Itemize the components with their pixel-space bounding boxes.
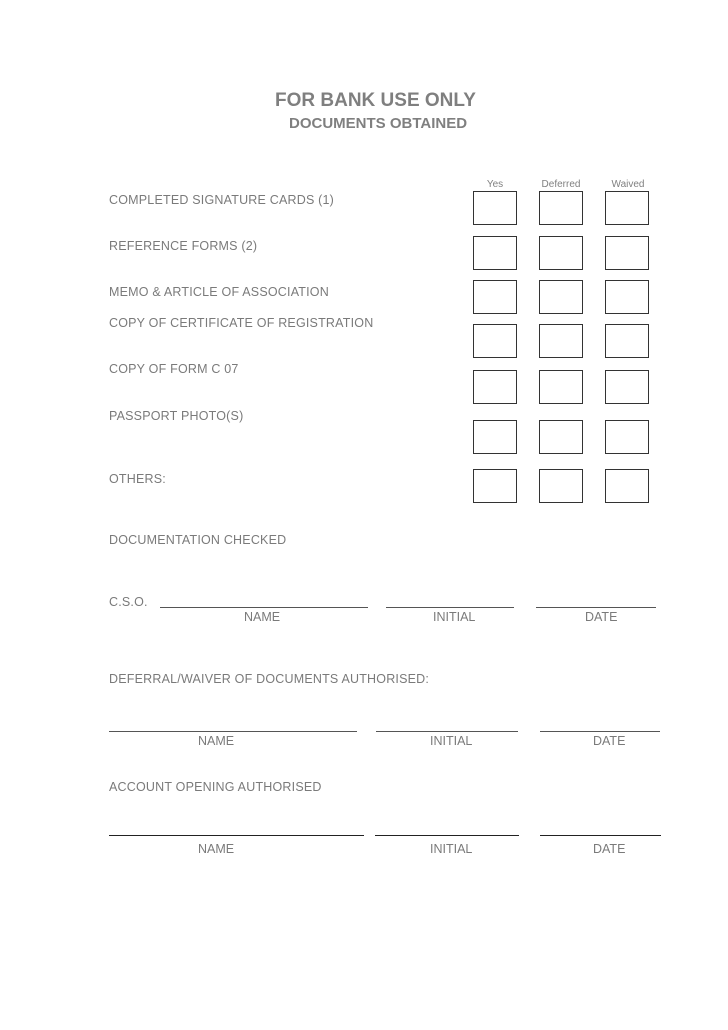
document-label-certificate-registration: COPY OF CERTIFICATE OF REGISTRATION [109, 316, 374, 330]
cso-label: C.S.O. [109, 595, 148, 609]
checkbox-others-deferred[interactable] [539, 469, 583, 503]
checkbox-memo-articles-yes[interactable] [473, 280, 517, 314]
cso-name-line[interactable] [160, 607, 368, 608]
account-opening-label: ACCOUNT OPENING AUTHORISED [109, 780, 322, 794]
checkbox-memo-articles-waived[interactable] [605, 280, 649, 314]
document-label-form-c07: COPY OF FORM C 07 [109, 362, 239, 376]
checkbox-form-c07-yes[interactable] [473, 370, 517, 404]
form-title: FOR BANK USE ONLY [275, 90, 476, 111]
account-opening-initial-caption: INITIAL [430, 842, 473, 856]
document-label-passport-photos: PASSPORT PHOTO(S) [109, 409, 244, 423]
deferral-date-caption: DATE [593, 734, 626, 748]
checkbox-reference-forms-deferred[interactable] [539, 236, 583, 270]
documentation-checked-label: DOCUMENTATION CHECKED [109, 533, 287, 547]
checkbox-certificate-registration-deferred[interactable] [539, 324, 583, 358]
deferral-name-caption: NAME [198, 734, 235, 748]
cso-name-caption: NAME [244, 610, 281, 624]
document-label-others: OTHERS: [109, 472, 166, 486]
checkbox-signature-cards-waived[interactable] [605, 191, 649, 225]
account-opening-initial-line[interactable] [375, 835, 519, 836]
column-header-yes: Yes [486, 179, 504, 190]
cso-initial-line[interactable] [386, 607, 514, 608]
account-opening-date-line[interactable] [540, 835, 661, 836]
column-header-waived: Waived [611, 179, 645, 190]
document-label-signature-cards: COMPLETED SIGNATURE CARDS (1) [109, 193, 335, 207]
checkbox-form-c07-deferred[interactable] [539, 370, 583, 404]
checkbox-signature-cards-yes[interactable] [473, 191, 517, 225]
account-opening-name-caption: NAME [198, 842, 235, 856]
checkbox-memo-articles-deferred[interactable] [539, 280, 583, 314]
cso-date-line[interactable] [536, 607, 656, 608]
deferral-date-line[interactable] [540, 731, 660, 732]
deferral-authorised-label: DEFERRAL/WAIVER OF DOCUMENTS AUTHORISED: [109, 672, 430, 686]
cso-date-caption: DATE [585, 610, 618, 624]
deferral-initial-line[interactable] [376, 731, 518, 732]
checkbox-others-yes[interactable] [473, 469, 517, 503]
checkbox-certificate-registration-waived[interactable] [605, 324, 649, 358]
checkbox-passport-photos-deferred[interactable] [539, 420, 583, 454]
checkbox-reference-forms-yes[interactable] [473, 236, 517, 270]
document-label-memo-articles: MEMO & ARTICLE OF ASSOCIATION [109, 285, 329, 299]
cso-initial-caption: INITIAL [433, 610, 476, 624]
checkbox-signature-cards-deferred[interactable] [539, 191, 583, 225]
column-header-deferred: Deferred [541, 179, 581, 190]
checkbox-passport-photos-yes[interactable] [473, 420, 517, 454]
checkbox-reference-forms-waived[interactable] [605, 236, 649, 270]
checkbox-others-waived[interactable] [605, 469, 649, 503]
deferral-name-line[interactable] [109, 731, 357, 732]
account-opening-date-caption: DATE [593, 842, 626, 856]
checkbox-passport-photos-waived[interactable] [605, 420, 649, 454]
form-subtitle: DOCUMENTS OBTAINED [289, 115, 468, 132]
account-opening-name-line[interactable] [109, 835, 364, 836]
document-label-reference-forms: REFERENCE FORMS (2) [109, 239, 258, 253]
checkbox-certificate-registration-yes[interactable] [473, 324, 517, 358]
deferral-initial-caption: INITIAL [430, 734, 473, 748]
checkbox-form-c07-waived[interactable] [605, 370, 649, 404]
